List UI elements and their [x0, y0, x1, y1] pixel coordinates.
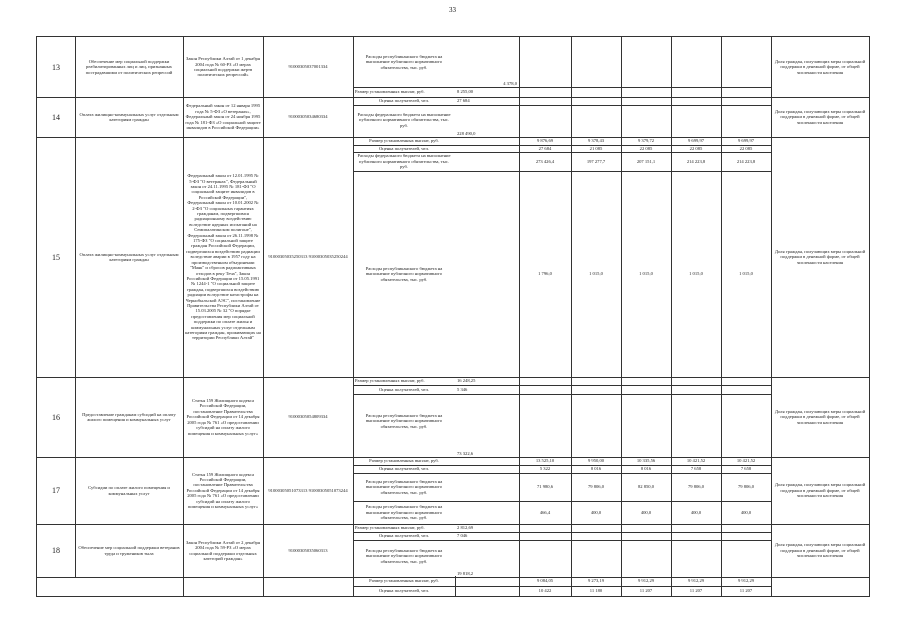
measure-name	[77, 137, 181, 377]
indicator-label-text: Расходы республиканского бюджета на выполнение публичного нормативного обязательства, тыс. руб.	[365, 265, 443, 282]
legal-basis	[185, 137, 261, 377]
indicator-label-text: Оценка получателей, чел.	[378, 386, 430, 392]
indicator-value-text: 1 015,0	[639, 271, 653, 277]
indicator-value	[623, 145, 669, 152]
indicator-label	[355, 465, 453, 473]
legal-basis	[185, 97, 261, 137]
indicator-note-text: Доля граждан, получающих меры социальной поддержки в денежной форме, от общей численности населения	[774, 408, 866, 425]
indicator-value	[623, 171, 669, 377]
indicator-note	[773, 97, 867, 137]
indicator-label-text: Оценка получателей, чел.	[378, 145, 430, 151]
indicator-value-text: 10 335,56	[636, 458, 656, 464]
indicator-value	[723, 457, 769, 465]
indicator-label-text: Оценка получателей, чел.	[378, 466, 430, 472]
indicator-label	[355, 385, 453, 394]
value-column-divider	[519, 37, 520, 577]
indicator-label	[355, 97, 453, 105]
indicator-value: 9 084,05	[536, 578, 554, 584]
legal-basis-text: Статья 159 Жилищного кодекса Российской Федерации, постановление Правительства Российской Федерации от 14 декабря 2005 года № 761 «О предоставлении субсидий на оплату жилого помещения и коммунальных услуг»	[186, 398, 260, 436]
indicator-value-text: 10 421,52	[736, 458, 756, 464]
indicator-value-text: 1 796,0	[538, 271, 552, 277]
indicator-value	[673, 457, 719, 465]
indicator-value	[673, 473, 719, 501]
indicator-value	[573, 145, 619, 152]
indicator-value: 10 422	[538, 588, 552, 594]
indicator-value	[573, 457, 619, 465]
indicator-label-text: Размер установленных выплат, руб.	[355, 525, 425, 531]
indicator-value	[521, 152, 569, 171]
indicator-value-text: 9 378,43	[587, 138, 605, 144]
indicator-label	[355, 532, 453, 540]
indicator-value	[457, 532, 517, 540]
indicator-value	[573, 473, 619, 501]
indicator-value	[457, 457, 517, 465]
row-number-text: 15	[52, 252, 60, 262]
indicator-value-text: 400,0	[740, 509, 752, 515]
budget-code	[265, 524, 351, 577]
indicator-value-text: 79 806,0	[587, 484, 605, 490]
indicator-label-text: Расходы республиканского бюджета на выполнение публичного нормативного обязательства, тыс. руб.	[365, 53, 443, 70]
indicator-value-text: 21 085	[589, 145, 603, 151]
indicator-label	[355, 152, 453, 171]
value-column-divider	[721, 37, 722, 577]
measure-name	[77, 37, 181, 97]
indicator-value-text: 27 684	[538, 145, 552, 151]
indicator-value-text: 73 322,6	[457, 451, 474, 456]
indicator-label	[355, 145, 453, 152]
column-divider	[771, 576, 772, 596]
indicator-value-text: 1 015,0	[739, 271, 753, 277]
indicator-value-text: 19 818,2	[457, 571, 474, 576]
indicator-value: 9 912,29	[637, 578, 655, 584]
indicator-label	[355, 171, 453, 377]
indicator-value	[723, 171, 769, 377]
indicator-value-text: 9 699,97	[687, 138, 705, 144]
budget-code-text: 91000305034680334	[288, 114, 328, 120]
indicator-value	[457, 137, 517, 145]
indicator-value: 11 207	[689, 588, 703, 594]
legal-basis-text: Федеральный закон от 12 января 1995 года № 5-ФЗ «О ветеранах», Федеральный закон от 24 ноября 1995 года № 181-ФЗ «О социальной защите инвалидов в Российской Федерации»	[185, 103, 261, 131]
row-number-text: 13	[52, 62, 60, 72]
indicator-value	[723, 137, 769, 145]
indicator-value	[673, 152, 719, 171]
indicator-label-text: Размер установленных выплат, руб.	[369, 138, 439, 144]
indicator-label	[355, 524, 453, 532]
indicator-value	[521, 473, 569, 501]
indicator-value-text: 71 980,6	[536, 484, 554, 490]
indicator-value-text: 13 525,10	[535, 458, 555, 464]
row-number-text: 16	[52, 412, 60, 422]
row-number	[39, 37, 73, 97]
legal-basis-text: Закон Республики Алтай от 2 декабря 2004 года № 59-РЗ «О мерах социальной поддержки отдельных категорий граждан»	[186, 539, 260, 561]
value-column-divider	[571, 37, 572, 577]
budget-code	[265, 97, 351, 137]
measure-name-text: Обеспечение мер социальной поддержки реабилитированных лиц и лиц, признанных пострадавшими от политических репрессий	[85, 58, 173, 75]
indicator-value-text: 22 085	[639, 145, 653, 151]
measure-name-text: Оплата жилищно-коммунальных услуг отдельным категориям граждан	[79, 251, 179, 262]
indicator-value-text: 8 016	[590, 466, 602, 472]
column-divider	[353, 37, 354, 577]
indicator-value	[457, 377, 517, 385]
indicator-value-text: 5 346	[457, 386, 468, 392]
indicator-label-text: Расходы республиканского бюджета на выполнение публичного нормативного обязательства, тыс. руб.	[365, 504, 443, 521]
indicator-value-text: 4 378,0	[503, 81, 517, 86]
legal-basis	[185, 524, 261, 577]
indicator-value-text: 214 223,8	[736, 158, 756, 164]
row-number	[39, 137, 73, 377]
indicator-value	[723, 465, 769, 473]
indicator-label-text: Расходы федерального бюджета на выполнение публичного нормативного обязательства, тыс. руб.	[357, 153, 451, 170]
sub-divider	[353, 394, 771, 395]
indicator-value-text: 5 322	[539, 466, 551, 472]
indicator-value-text: 9 699,97	[737, 138, 755, 144]
indicator-value	[457, 465, 517, 473]
indicator-value: 9 912,29	[737, 578, 755, 584]
indicator-value-text: 9 379,72	[637, 138, 655, 144]
indicator-label: Оценка получателей, чел.	[378, 588, 430, 594]
indicator-value: 9 273,19	[587, 578, 605, 584]
indicator-value: 9 912,29	[687, 578, 705, 584]
indicator-value-text: 466,4	[539, 509, 551, 515]
indicator-label	[355, 501, 453, 524]
measure-name-text: Субсидии по оплате жилого помещения и коммунальных услуг	[88, 485, 170, 496]
indicator-note-text: Доля граждан, получающих меры социальной поддержки в денежной форме, от общей численности населения	[774, 482, 866, 499]
measure-name	[77, 457, 181, 524]
indicator-label-text: Размер установленных выплат, руб.	[369, 458, 439, 464]
indicator-label	[355, 377, 453, 385]
indicator-value	[457, 451, 517, 456]
column-divider	[771, 37, 772, 577]
indicator-value-text: 82 850,0	[637, 484, 655, 490]
indicator-value-text: 228 490,0	[457, 131, 476, 136]
column-divider	[263, 576, 264, 596]
value-column-divider	[671, 37, 672, 577]
measure-name	[77, 524, 181, 577]
indicator-label: Размер установленных выплат, руб.	[369, 578, 439, 584]
measure-name-text: Оплата жилищно-коммунальных услуг отдельным категориям граждан	[79, 111, 179, 122]
indicator-value: 11 207	[639, 588, 653, 594]
indicator-value	[623, 501, 669, 524]
column-divider	[183, 37, 184, 577]
indicator-label-text: Оценка получателей, чел.	[378, 98, 430, 104]
column-divider	[75, 37, 76, 577]
indicator-value-text: 27 684	[457, 98, 470, 104]
legal-basis-text: Закон Республики Алтай от 1 декабря 2004 года № 60-РЗ «О мерах социальной поддержки жертв политических репрессий»	[186, 56, 260, 78]
row-number	[39, 457, 73, 524]
indicator-label-text: Размер установленных выплат, руб.	[355, 89, 425, 95]
legal-basis	[185, 37, 261, 97]
indicator-label-text: Расходы республиканского бюджета на выполнение публичного нормативного обязательства, тыс. руб.	[365, 547, 443, 564]
indicator-value-text: 7 046	[457, 533, 468, 539]
legal-basis	[185, 457, 261, 524]
indicator-value	[521, 137, 569, 145]
indicator-value-text: 207 151,1	[636, 158, 656, 164]
budget-code-text: 91000305035060313	[288, 547, 328, 553]
indicator-value	[723, 145, 769, 152]
indicator-value	[521, 145, 569, 152]
budget-table	[36, 36, 870, 578]
indicator-label	[355, 397, 453, 445]
row-number	[39, 524, 73, 577]
indicator-label	[355, 473, 453, 501]
measure-name-text: Предоставление гражданам субсидий на оплату жилого помещения и коммунальных услуг	[82, 411, 176, 422]
indicator-note	[773, 137, 867, 377]
indicator-value	[673, 465, 719, 473]
indicator-value	[573, 171, 619, 377]
indicator-value	[521, 171, 569, 377]
indicator-label	[355, 457, 453, 465]
indicator-label-text: Оценка получателей, чел.	[378, 533, 430, 539]
indicator-note-text: Доля граждан, получающих меры социальной поддержки в денежной форме, от общей численности населения	[774, 542, 866, 559]
indicator-label	[355, 107, 453, 133]
indicator-value	[457, 473, 517, 501]
indicator-value	[521, 501, 569, 524]
indicator-value	[673, 137, 719, 145]
indicator-note-text: Доля граждан, получающих меры социальной поддержки в денежной форме, от общей численности населения	[774, 58, 866, 75]
indicator-value	[573, 152, 619, 171]
indicator-value	[673, 501, 719, 524]
row-number-text: 14	[52, 112, 60, 122]
indicator-value-text: 214 223,8	[686, 158, 706, 164]
indicator-value-text: 79 806,0	[737, 484, 755, 490]
indicator-value	[457, 171, 517, 377]
indicator-value-text: 79 806,0	[687, 484, 705, 490]
indicator-label-text: Расходы республиканского бюджета на выполнение публичного нормативного обязательства, тыс. руб.	[365, 412, 443, 429]
indicator-label-text: Размер установленных выплат, руб.	[355, 378, 425, 384]
budget-code	[265, 137, 351, 377]
indicator-value-text: 400,0	[590, 509, 602, 515]
indicator-value-text: 9 876,69	[536, 138, 554, 144]
row-number	[39, 377, 73, 457]
indicator-value-text: 22 085	[739, 145, 753, 151]
indicator-value-text: 7 658	[740, 466, 752, 472]
indicator-value-text: 400,0	[640, 509, 652, 515]
indicator-value	[623, 473, 669, 501]
indicator-note	[773, 524, 867, 577]
indicator-note-text: Доля граждан, получающих меры социальной поддержки в денежной форме, от общей численности населения	[774, 108, 866, 125]
budget-code-text: 91000305037001334	[288, 64, 328, 70]
indicator-value-text: 9 950,00	[587, 458, 605, 464]
column-divider	[263, 37, 264, 577]
measure-name-text: Обеспечение мер социальной поддержки ветеранов труда и тружеников тыла	[78, 545, 180, 556]
indicator-label	[355, 542, 453, 570]
page-number: 33	[449, 6, 456, 14]
indicator-note-text: Доля граждан, получающих меры социальной поддержки в денежной форме, от общей численности населения	[774, 248, 866, 265]
indicator-note	[773, 457, 867, 524]
indicator-value	[673, 171, 719, 377]
indicator-value-text: 8 255,00	[457, 89, 474, 95]
budget-code-text: 91000305054809334	[288, 414, 328, 420]
indicator-value	[457, 145, 517, 152]
sub-divider	[353, 105, 771, 106]
indicator-value-text: 273 426,4	[535, 158, 555, 164]
measure-name	[77, 377, 181, 457]
row-number-text: 17	[52, 486, 60, 495]
indicator-label	[355, 137, 453, 145]
indicator-value	[573, 137, 619, 145]
indicator-value	[457, 586, 517, 596]
continuation-rows	[36, 576, 870, 597]
legal-basis-text: Статья 159 Жилищного кодекса Российской Федерации, постановление Правительства Российской Федерации от 14 декабря 2005 года № 761 «О предоставлении субсидий на оплату жилого помещения и коммунальных услуг»	[186, 471, 260, 510]
indicator-value	[457, 385, 517, 394]
indicator-value-text: 22 085	[689, 145, 703, 151]
budget-code	[265, 457, 351, 524]
value-column-divider	[621, 37, 622, 577]
indicator-label-text: Расходы федерального бюджета на выполнение публичного нормативного обязательства, тыс. руб.	[357, 111, 451, 128]
indicator-value	[573, 465, 619, 473]
budget-code	[265, 37, 351, 97]
indicator-value-text: 2 812,69	[457, 525, 474, 531]
indicator-label	[355, 41, 453, 83]
indicator-value	[457, 81, 517, 86]
indicator-value-text: 16 248,25	[457, 378, 476, 384]
indicator-value	[457, 501, 517, 524]
indicator-value-text: 7 658	[690, 466, 702, 472]
indicator-value	[457, 131, 517, 136]
indicator-note	[773, 37, 867, 97]
indicator-value-text: 1 015,0	[589, 271, 603, 277]
indicator-value	[723, 501, 769, 524]
indicator-note	[773, 377, 867, 457]
indicator-value: 11 180	[589, 588, 603, 594]
budget-code-text: 91000305035250313 91000305035250244	[268, 254, 348, 260]
indicator-value	[623, 137, 669, 145]
budget-code-text: 91000305051073313 91000305051073244	[268, 487, 348, 493]
indicator-value-text: 197 277,7	[586, 158, 606, 164]
indicator-value-text: 400,0	[690, 509, 702, 515]
indicator-value	[623, 152, 669, 171]
indicator-value	[673, 145, 719, 152]
indicator-value	[723, 473, 769, 501]
legal-basis-text: Федеральный закон от 12.01.1995 № 5-ФЗ "О ветеранах", Федеральный закон от 24.11.1995 № 181-ФЗ "О социальной защите инвалидов в Российской Федерации", Федеральный закон от 10.01.2002 № 2-ФЗ "О социальных гарантиях гражданам, подвергшимся радиационному воздействию вследствие ядерных испытаний на Семипалатинском полигоне", Федеральный закон от 26.11.1998 № 175-ФЗ "О социальной защите граждан Российской Федерации, подвергшихся воздействию радиации вследствие аварии в 1957 году на производственном объединении "Маяк" и сбросов радиоактивных отходов в реку Теча", Закон Российской Федерации от 15.05.1991 № 1244-1 "О социальной защите граждан, подвергшихся воздействию радиации вследствие катастрофы на Чернобыльской АЭС", постановление Правительства Республики Алтай от 15.03.2005 № 32 "О порядке предоставления мер социальной поддержки по оплате жилья и коммунальных услуг отдельным категориям граждан, проживающих на территории Республики Алтай"	[185, 173, 261, 341]
indicator-value: 11 207	[739, 588, 753, 594]
indicator-value	[623, 457, 669, 465]
indicator-value-text: 1 015,0	[689, 271, 703, 277]
indicator-value	[623, 465, 669, 473]
indicator-value	[457, 97, 517, 105]
indicator-value	[723, 152, 769, 171]
indicator-value	[521, 457, 569, 465]
indicator-value	[457, 524, 517, 532]
column-divider	[183, 576, 184, 596]
sub-divider	[353, 540, 771, 541]
indicator-value	[573, 501, 619, 524]
measure-name	[77, 97, 181, 137]
indicator-label	[355, 87, 453, 97]
indicator-value	[457, 87, 517, 97]
budget-code	[265, 377, 351, 457]
indicator-value	[521, 465, 569, 473]
indicator-value-text: 10 421,52	[686, 458, 706, 464]
indicator-value	[457, 576, 517, 586]
indicator-label-text: Расходы республиканского бюджета на выполнение публичного нормативного обязательства, тыс. руб.	[365, 478, 443, 495]
legal-basis	[185, 377, 261, 457]
row-number-text: 18	[52, 546, 60, 555]
indicator-value	[457, 152, 517, 171]
row-number	[39, 97, 73, 137]
indicator-value-text: 8 016	[640, 466, 652, 472]
